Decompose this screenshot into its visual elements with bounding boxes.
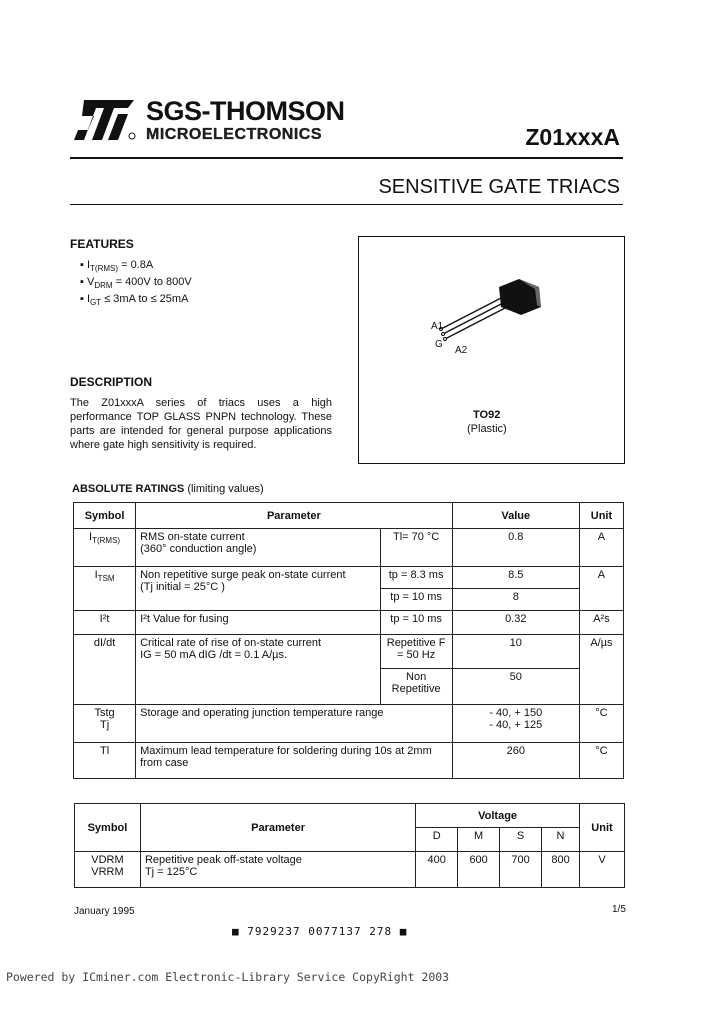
col-parameter: Parameter (140, 804, 415, 852)
powered-by-text: Powered by ICminer.com Electronic-Library Service CopyRight 2003 (6, 970, 450, 984)
description-text: The Z01xxxA series of triacs uses a high performance TOP GLASS PNPN technology. These parts are intended for general purpose applications where gate high sensitivity is required. (70, 397, 332, 451)
table-row: tp = 10 ms 8 (74, 589, 624, 611)
feature-item: ▪ $V_{DRM} = 400V$ to 800V (80, 276, 192, 291)
header-rule (70, 157, 623, 159)
table-row: $I_{T(RMS)}$ RMS on-state current (360° conduction angle) Tl= 70 °C 0.8 A (74, 529, 624, 567)
package-name: TO92 (473, 409, 501, 421)
grade-m: M (458, 828, 500, 852)
subtitle-rule (70, 204, 623, 205)
ratings-heading: ABSOLUTE RATINGS (limiting values) (72, 483, 264, 495)
col-parameter: Parameter (136, 503, 453, 529)
voltage-table (74, 803, 625, 888)
table-row: I²t I²t Value for fusing tp = 10 ms 0.32 A²s (74, 611, 624, 635)
pin-label-g: G (435, 339, 443, 350)
footer-date: January 1995 (74, 906, 135, 917)
col-value: Value (452, 503, 579, 529)
pin-label-a1: A1 (431, 321, 444, 332)
table-row: VDRM VRRM Repetitive peak off-state voltage Tj = 125°C 400 600 700 800 V (75, 852, 625, 888)
feature-item: ▪ $I_{GT} \le 3mA$ to ≤ 25mA (80, 293, 189, 308)
pin-label-a2: A2 (455, 345, 468, 356)
col-symbol: Symbol (75, 804, 141, 852)
grade-s: S (500, 828, 542, 852)
part-number: Z01xxxA (525, 124, 620, 150)
col-voltage: Voltage (416, 804, 580, 828)
barcode-line: ■ 7929237 0077137 278 ■ (232, 925, 408, 938)
col-unit: Unit (579, 804, 624, 852)
absolute-ratings-table (73, 502, 624, 779)
package-box (358, 236, 625, 464)
grade-d: D (416, 828, 458, 852)
col-symbol: Symbol (74, 503, 136, 529)
grade-n: N (542, 828, 580, 852)
table-row: Non Repetitive 50 (74, 669, 624, 705)
table-row: Tl Maximum lead temperature for soldering during 10s at 2mm from case 260 °C (74, 743, 624, 779)
description-heading: DESCRIPTION (70, 375, 153, 389)
st-logo (70, 98, 136, 142)
table-header-row (74, 503, 624, 529)
table-row: Tstg Tj Storage and operating junction temperature range - 40, + 150 - 40, + 125 °C (74, 705, 624, 743)
col-unit: Unit (579, 503, 623, 529)
company-subname: MICROELECTRONICS (146, 126, 322, 143)
features-heading: FEATURES (70, 237, 134, 251)
company-name: SGS-THOMSON (146, 96, 345, 126)
footer-page: 1/5 (612, 904, 626, 915)
package-type: (Plastic) (467, 423, 507, 435)
feature-item: ▪ $I_{T(RMS)} = 0.8A$ (80, 259, 154, 274)
table-row: dI/dt Critical rate of rise of on-state current IG = 50 mA dIG /dt = 0.1 A/µs. Repetitive F = 50 Hz 10 A/µs (74, 635, 624, 669)
page-subtitle: SENSITIVE GATE TRIACS (378, 176, 620, 198)
table-row: $I_{TSM}$ Non repetitive surge peak on-state current (Tj initial = 25°C ) tp = 8.3 ms 8.5 A (74, 567, 624, 589)
